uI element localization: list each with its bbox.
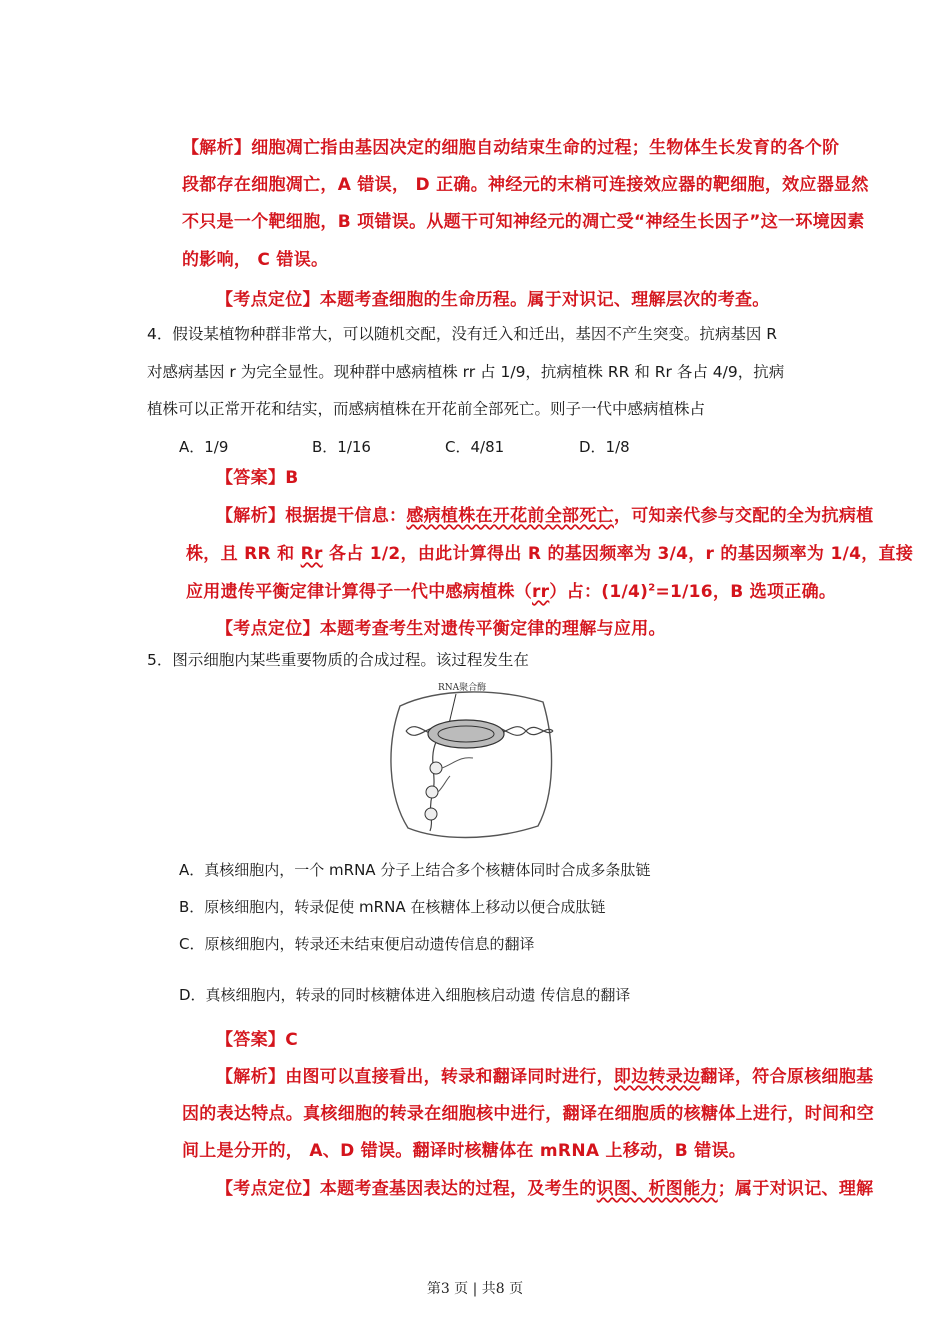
page-footer: 第3 页 | 共8 页: [426, 1281, 524, 1297]
q5-key-point: 【考点定位】本题考查基因表达的过程，及考生的识图、析图能力；属于对识记、理解: [216, 1179, 874, 1199]
q4-stem-line-1: 4．假设某植物种群非常大，可以随机交配，没有迁入和迁出，基因不产生突变。抗病基因 R: [147, 325, 778, 343]
q4-analysis-line-3: 应用遗传平衡定律计算得子一代中感病植株（rr）占：$(1/4)^2=1/16$，B 选项正确。: [186, 582, 837, 602]
q5-analysis-line-1: 【解析】由图可以直接看出，转录和翻译同时进行，即边转录边翻译，符合原核细胞基: [216, 1067, 874, 1087]
ribosome-1: [430, 762, 442, 774]
ribosome-3: [425, 808, 437, 820]
q4-key-point: 【考点定位】本题考查考生对遗传平衡定律的理解与应用。: [216, 619, 666, 639]
rna-polymerase-shape: [428, 720, 504, 748]
q5-answer: 【答案】C: [216, 1030, 298, 1050]
transcription-diagram: [378, 676, 560, 844]
q3-analysis-line-4: 的影响， C 错误。: [182, 250, 329, 270]
ribosome-2: [426, 786, 438, 798]
peptide-chain-1: [442, 758, 473, 768]
q3-analysis-line-3: 不只是一个靶细胞，B 项错误。从题干可知神经元的凋亡受“神经生长因子”这一环境因素: [182, 212, 865, 232]
q4-analysis-line-2: 株，且 RR 和 Rr 各占 1/2，由此计算得出 R 的基因频率为 3/4，r 的基因频率为 1/4，直接: [186, 544, 914, 564]
q4-answer: 【答案】B: [216, 468, 299, 488]
q4-option-d: D．1/8: [579, 438, 630, 456]
q3-analysis-line-2: 段都存在细胞凋亡，A 错误， D 正确。神经元的末梢可连接效应器的靶细胞，效应器显然: [182, 175, 869, 195]
q4-stem-line-3: 植株可以正常开花和结实，而感病植株在开花前全部死亡。则子一代中感病植株占: [147, 400, 706, 418]
q4-option-b: B．1/16: [312, 438, 371, 456]
q3-analysis-line-1: 【解析】细胞凋亡指由基因决定的细胞自动结束生命的过程；生物体生长发育的各个阶: [182, 138, 840, 158]
q5-stem: 5．图示细胞内某些重要物质的合成过程。该过程发生在: [147, 651, 529, 669]
q4-option-a: A．1/9: [179, 438, 229, 456]
rna-polymerase-label: RNA聚合酶: [438, 683, 487, 693]
q4-stem-line-2: 对感病基因 r 为完全显性。现种群中感病植株 rr 占 1/9，抗病植株 RR 和 Rr 各占 4/9，抗病: [147, 363, 785, 381]
q5-analysis-line-2: 因的表达特点。真核细胞的转录在细胞核中进行，翻译在细胞质的核糖体上进行，时间和空: [182, 1104, 874, 1124]
cell-outline: [391, 692, 552, 838]
q4-option-c: C．4/81: [445, 438, 505, 456]
q3-key-point: 【考点定位】本题考查细胞的生命历程。属于对识记、理解层次的考查。: [216, 290, 770, 310]
q5-option-c: C．原核细胞内，转录还未结束便启动遗传信息的翻译: [179, 935, 535, 953]
q5-option-b: B．原核细胞内，转录促使 mRNA 在核糖体上移动以便合成肽链: [179, 898, 606, 916]
q5-option-d: D．真核细胞内，转录的同时核糖体进入细胞核启动遗 传信息的翻译: [179, 986, 631, 1004]
q5-analysis-line-3: 间上是分开的， A、D 错误。翻译时核糖体在 mRNA 上移动，B 错误。: [182, 1141, 747, 1161]
peptide-chain-2: [438, 776, 450, 792]
q4-analysis-line-1: 【解析】根据提干信息：感病植株在开花前全部死亡，可知亲代参与交配的全为抗病植: [216, 506, 874, 526]
q5-option-a: A．真核细胞内，一个 mRNA 分子上结合多个核糖体同时合成多条肽链: [179, 861, 651, 879]
